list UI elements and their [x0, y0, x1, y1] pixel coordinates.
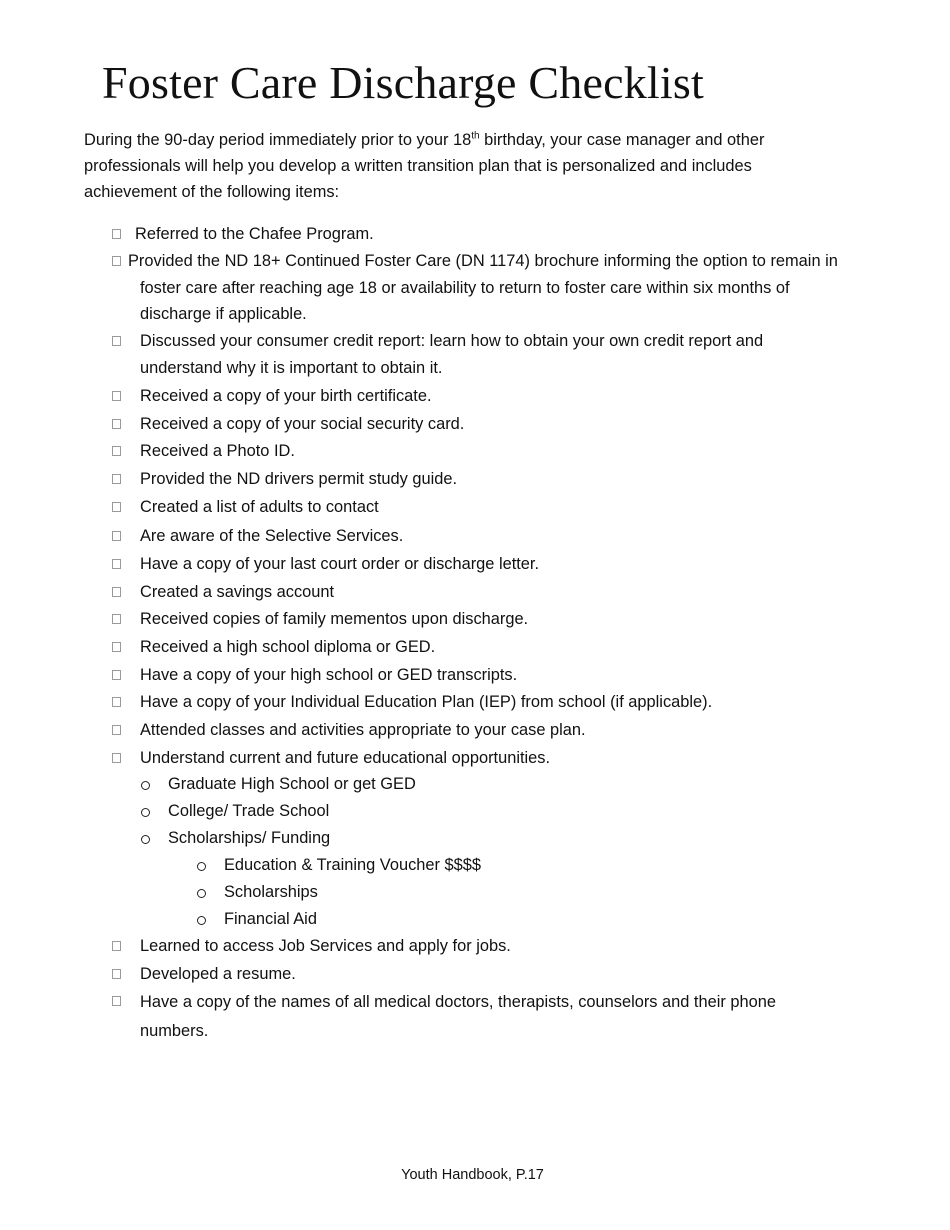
checkbox-icon[interactable] [112, 391, 121, 401]
checklist-item-text: Discussed your consumer credit report: learn how to obtain your own credit report and understand why it is important to obtain it. [140, 332, 764, 377]
checkbox-icon[interactable] [112, 229, 121, 239]
checklist-item-text: Learned to access Job Services and apply for jobs. [140, 937, 511, 955]
checkbox-icon[interactable] [112, 614, 121, 624]
checkbox-icon[interactable] [112, 725, 121, 735]
page-footer: Youth Handbook, P.17 [401, 1167, 544, 1183]
checkbox-icon[interactable] [112, 419, 121, 429]
funding-list-item-text: Scholarships [224, 883, 318, 901]
intro-text-end: birthday, your case manager and other professionals will help you develop a written transition plan that is personalized and includes achievement of the following items: [84, 131, 765, 201]
sub-list-item-text: Scholarships/ Funding [168, 829, 331, 847]
checkbox-icon[interactable] [112, 941, 121, 951]
checkbox-icon[interactable] [112, 753, 121, 763]
funding-list-item-text: Education & Training Voucher $$$$ [224, 856, 481, 874]
checklist-item-text: Referred to the Chafee Program. [135, 225, 374, 243]
intro-text-start: During the 90-day period immediately prior to your 18 [84, 131, 472, 149]
sub-list-item-text: College/ Trade School [168, 802, 330, 820]
checkbox-icon[interactable] [112, 670, 121, 680]
checklist-item-text: Have a copy of the names of all medical doctors, therapists, counselors and their phone numbers. [140, 993, 776, 1040]
circle-bullet-icon [141, 808, 150, 817]
checkbox-icon[interactable] [112, 587, 121, 597]
checkbox-icon[interactable] [112, 531, 121, 541]
circle-bullet-icon [141, 835, 150, 844]
checklist-item-text: Have a copy of your high school or GED transcripts. [140, 666, 518, 684]
checklist-item-text: Received a copy of your birth certificate. [140, 387, 432, 405]
checkbox-icon[interactable] [112, 697, 121, 707]
circle-bullet-icon [197, 862, 206, 871]
checklist-item-text: Received a high school diploma or GED. [140, 638, 436, 656]
checkbox-icon[interactable] [112, 969, 121, 979]
checklist-item-text: Created a savings account [140, 583, 335, 601]
checklist-item-text: Have a copy of your last court order or discharge letter. [140, 555, 540, 573]
checklist-item-text: Received copies of family mementos upon discharge. [140, 610, 529, 628]
checklist-item-text: Have a copy of your Individual Education Plan (IEP) from school (if applicable). [140, 693, 713, 711]
checkbox-icon[interactable] [112, 336, 121, 346]
checklist-item-text: Developed a resume. [140, 965, 296, 983]
checklist-item-text: Received a copy of your social security card. [140, 415, 465, 433]
checklist-item-text: Attended classes and activities appropriate to your case plan. [140, 721, 586, 739]
checkbox-icon[interactable] [112, 446, 121, 456]
checklist-item-text: Created a list of adults to contact [140, 498, 379, 516]
circle-bullet-icon [197, 889, 206, 898]
checklist-item-text: Provided the ND drivers permit study guide. [140, 470, 458, 488]
checklist-item-text: Are aware of the Selective Services. [140, 527, 404, 545]
checkbox-icon[interactable] [112, 256, 121, 266]
page-title: Foster Care Discharge Checklist [102, 57, 704, 108]
checkbox-icon[interactable] [112, 996, 121, 1006]
intro-superscript: th [471, 130, 480, 142]
checklist-item-text: Understand current and future educational opportunities. [140, 749, 551, 767]
circle-bullet-icon [141, 781, 150, 790]
checklist-item-text: Received a Photo ID. [140, 442, 295, 460]
funding-list-item-text: Financial Aid [224, 910, 317, 928]
checkbox-icon[interactable] [112, 559, 121, 569]
circle-bullet-icon [197, 916, 206, 925]
checkbox-icon[interactable] [112, 642, 121, 652]
checkbox-icon[interactable] [112, 502, 121, 512]
checkbox-icon[interactable] [112, 474, 121, 484]
checklist-item-text: Provided the ND 18+ Continued Foster Care (DN 1174) brochure informing the option to remain in foster care after reaching age 18 or availability to return to foster care within six months of discharge if applicable. [128, 252, 838, 323]
sub-list-item-text: Graduate High School or get GED [168, 775, 416, 793]
